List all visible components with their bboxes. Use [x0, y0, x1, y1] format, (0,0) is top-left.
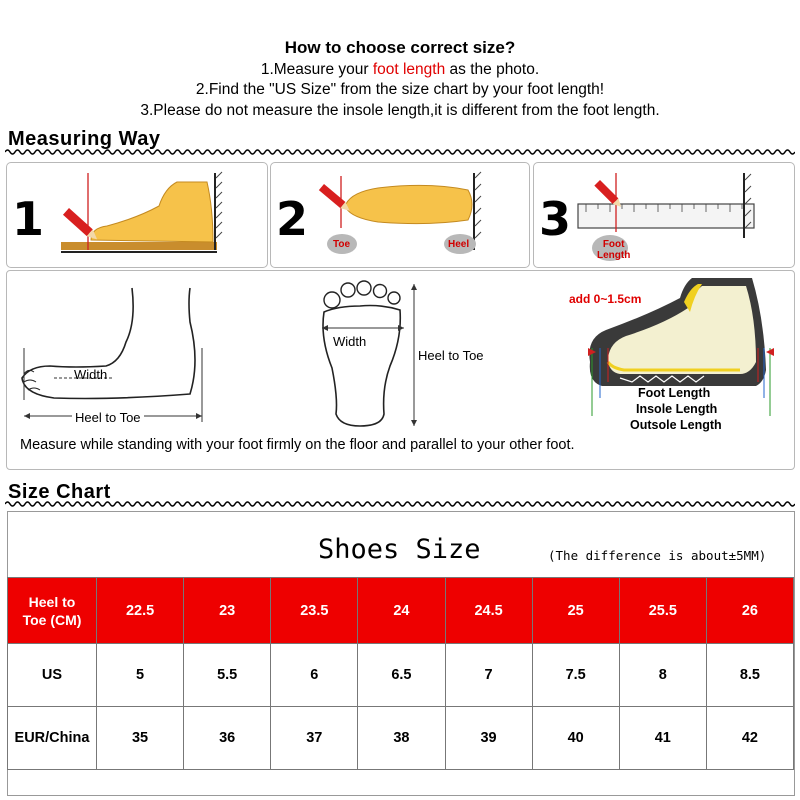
- intro-step-3: 3.Please do not measure the insole length,it is different from the foot length.: [140, 102, 660, 119]
- header-cell: 25.5: [619, 578, 706, 644]
- measuring-way-underline: [5, 148, 795, 156]
- header-cell: 23.5: [271, 578, 358, 644]
- size-table-row-eur: [8, 707, 794, 770]
- table-cell: 7.5: [532, 644, 619, 707]
- table-cell: 42: [706, 707, 793, 770]
- size-table: [7, 577, 794, 770]
- table-cell: 39: [445, 707, 532, 770]
- table-cell: 41: [619, 707, 706, 770]
- header-cell: 24.5: [445, 578, 532, 644]
- table-cell: 6.5: [358, 644, 445, 707]
- shoes-size-subtitle: (The difference is about±5MM): [548, 548, 767, 563]
- table-cell: 8.5: [706, 644, 793, 707]
- step-2-toe-label: Toe: [333, 239, 351, 250]
- header-label-line-2: Toe (CM): [22, 611, 82, 628]
- header-cell: 22.5: [97, 578, 184, 644]
- sole-heel-to-toe-label: Heel to Toe: [418, 348, 484, 363]
- step-3-number: 3: [539, 192, 572, 246]
- intro-step-1-text-a: 1.Measure your: [260, 61, 373, 78]
- step-3-label-length: Length: [597, 250, 631, 261]
- shoe-foot-length-label: Foot Length: [638, 386, 711, 400]
- step-2-number: 2: [276, 192, 309, 246]
- table-cell: 5: [97, 644, 184, 707]
- table-cell: 37: [271, 707, 358, 770]
- measure-note: Measure while standing with your foot firmly on the floor and parallel to your other foot.: [20, 437, 575, 453]
- intro-step-2: 2.Find the "US Size" from the size chart by your foot length!: [195, 81, 605, 98]
- size-chart-underline: [5, 500, 795, 508]
- shoe-insole-length-label: Insole Length: [636, 402, 718, 416]
- step-1-number: 1: [12, 192, 45, 246]
- sole-foot-diagram: [310, 278, 420, 433]
- table-cell: 8: [619, 644, 706, 707]
- table-cell: 36: [184, 707, 271, 770]
- side-width-label: Width: [74, 367, 108, 382]
- header-cell: 26: [706, 578, 793, 644]
- shoes-size-title: Shoes Size: [318, 534, 481, 565]
- intro-title: How to choose correct size?: [284, 38, 516, 57]
- size-table-header-row: [8, 578, 794, 644]
- table-cell: 40: [532, 707, 619, 770]
- shoe-add-label: add 0~1.5cm: [569, 292, 642, 306]
- table-cell: 5.5: [184, 644, 271, 707]
- step-3-label-foot: Foot: [602, 239, 625, 250]
- header-label-cell: [8, 578, 97, 644]
- step-1-illustration: [55, 168, 260, 262]
- table-cell: 6: [271, 644, 358, 707]
- measuring-way-title: Measuring Way: [8, 128, 161, 150]
- intro-step-1-text-b: as the photo.: [445, 61, 540, 78]
- intro-step-1-highlight: foot length: [372, 61, 446, 78]
- table-cell: 35: [97, 707, 184, 770]
- shoe-outsole-length-label: Outsole Length: [630, 418, 722, 432]
- step-3-foot-length-label: [597, 239, 630, 261]
- row-label-eur: EUR/China: [8, 707, 97, 770]
- header-label-line-1: Heel to: [28, 593, 76, 610]
- intro-step-1: [0, 61, 800, 79]
- size-table-row-us: [8, 644, 794, 707]
- row-label-us: US: [8, 644, 97, 707]
- side-heel-to-toe-label: Heel to Toe: [72, 410, 144, 425]
- sole-width-label: Width: [333, 334, 367, 349]
- table-cell: 38: [358, 707, 445, 770]
- table-cell: 7: [445, 644, 532, 707]
- step-2-heel-label: Heel: [448, 239, 470, 250]
- size-chart-title: Size Chart: [8, 481, 111, 503]
- header-cell: 23: [184, 578, 271, 644]
- header-cell: 24: [358, 578, 445, 644]
- header-cell: 25: [532, 578, 619, 644]
